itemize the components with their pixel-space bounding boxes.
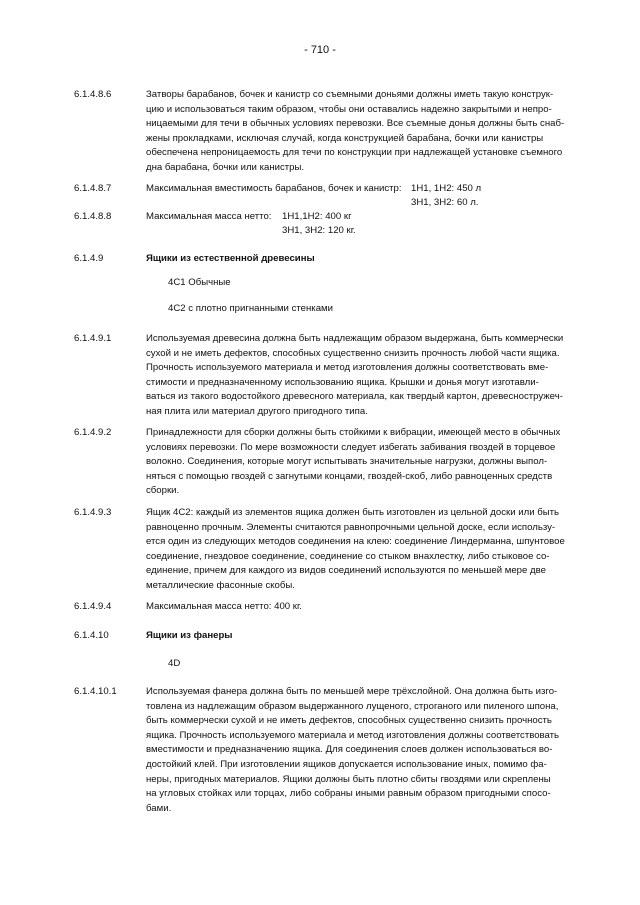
paragraph-number: 6.1.4.9.1	[74, 333, 112, 344]
text-line: металлические фасонные скобы.	[146, 579, 295, 591]
box-type-4c1: 4C1 Обычные	[168, 277, 231, 288]
text-line: ная плита или материал другого пригодного типа.	[146, 405, 368, 417]
text-line: дна барабана, бочки или канистры.	[146, 161, 305, 173]
paragraph-text	[146, 685, 568, 816]
text-line: стимости и предназначенному использованию ящика. Крышки и донья могут изготавли-	[146, 376, 539, 388]
text-line: Ящик 4C2: каждый из элементов ящика должен быть изготовлен из цельной доски или быть	[146, 507, 560, 518]
text-line: цию и использоваться таким образом, чтобы они оставались надежно закрытыми и непро-	[146, 103, 552, 115]
mass-value-1: 1H1,1H2: 400 кг	[282, 211, 352, 222]
text-line: единение, причем для каждого из видов соединений используются по меньшей мере две	[146, 565, 546, 577]
paragraph-text: Максимальная масса нетто: 400 кг.	[146, 601, 302, 612]
paragraph-text	[146, 426, 568, 499]
text-line: Принадлежности для сборки должны быть стойкими к вибрации, имеющей место в обычных	[146, 427, 561, 438]
text-line: сборки.	[146, 485, 180, 497]
section-number: 6.1.4.10	[74, 630, 109, 641]
text-line: жены прокладками, исключая случай, когда конструкцией барабана, бочки или канистры	[146, 132, 544, 144]
paragraph-text	[146, 88, 568, 176]
text-line: Затворы барабанов, бочек и канистр со съемными доньями должны иметь такую конструк-	[146, 89, 554, 100]
text-line: достойкий клей. При изготовлении ящиков допускается использование иных, помимо фа-	[146, 758, 547, 770]
page-number: - 710 -	[304, 44, 336, 56]
text-line: товлена из надлежащим образом выдержанного лущеного, строганого или пиленого шпона,	[146, 700, 559, 712]
paragraph-number: 6.1.4.9.4	[74, 601, 112, 612]
paragraph-number: 6.1.4.8.8	[74, 211, 112, 222]
text-line: равноценно прочным. Элементы считаются равнопрочными цельной доске, если использу-	[146, 521, 556, 533]
text-line: обеспечена непроницаемость для течи по конструкции при надлежащей установке съемного	[146, 147, 563, 159]
section-title: Ящики из фанеры	[146, 630, 233, 641]
box-type-4c2: 4C2 с плотно пригнанными стенками	[168, 303, 333, 314]
text-line: бами.	[146, 802, 172, 814]
text-line: волокно. Соединения, которые могут испытывать значительные нагрузки, должны выпол-	[146, 456, 548, 468]
text-line: ящика. Прочность используемого материала и метод изготовления должны соответствовать	[146, 729, 560, 741]
text-line: Используемая древесина должна быть надлежащим образом выдержана, быть коммерчески	[146, 333, 564, 344]
capacity-label: Максимальная вместимость барабанов, бочек и канистр:	[146, 183, 402, 194]
mass-label: Максимальная масса нетто:	[146, 211, 272, 222]
paragraph-number: 6.1.4.10.1	[74, 686, 117, 697]
paragraph-number: 6.1.4.9.3	[74, 507, 112, 518]
text-line: Используемая фанера должна быть по меньшей мере трёхслойной. Она должна быть изго-	[146, 686, 558, 697]
capacity-value-1: 1H1, 1H2: 450 л	[411, 183, 482, 194]
text-line: ется один из следующих методов соединения на клею: соединение Линдерманна, шпунтовое	[146, 536, 565, 548]
section-number: 6.1.4.9	[74, 253, 104, 264]
paragraph-number: 6.1.4.9.2	[74, 427, 112, 438]
mass-value-2: 3H1, 3H2: 120 кг.	[282, 225, 356, 236]
text-line: быть коммерчески сухой и не иметь дефектов, способных существенно снизить прочность	[146, 715, 552, 727]
paragraph-number: 6.1.4.8.7	[74, 183, 112, 194]
section-title: Ящики из естественной древесины	[146, 253, 315, 264]
paragraph-number: 6.1.4.8.6	[74, 89, 112, 100]
text-line: ницаемыми для течи в обычных условиях перевозки. Все съемные донья должны быть снаб-	[146, 118, 565, 130]
text-line: Прочность используемого материала и метод изготовления должны соответствовать вме-	[146, 362, 549, 374]
text-line: вместимости и предназначению ящика. Для соединения слоев должен использоваться во-	[146, 744, 553, 756]
text-line: сухой и не иметь дефектов, способных существенно снизить прочность любой части ящика.	[146, 347, 560, 359]
text-line: на угловых стойках или торцах, либо собраны иными равным образом пригодными спосо-	[146, 788, 551, 800]
paragraph-text	[146, 506, 568, 594]
box-type-4d: 4D	[168, 658, 181, 669]
text-line: условиях перевозки. По мере возможности следует избегать забивания гвоздей в торцевое	[146, 441, 556, 453]
text-line: соединение, гнездовое соединение, соединение со стыком внахлестку, либо стыковое со-	[146, 550, 550, 562]
paragraph-text	[146, 332, 568, 420]
capacity-value-2: 3H1, 3H2: 60 л.	[411, 197, 479, 208]
text-line: неры, пригодных материалов. Ящики должны быть плотно сбиты гвоздями или скреплены	[146, 773, 551, 785]
text-line: няться с помощью гвоздей с загнутыми концами, гвоздей-скоб, либо равноценных средств	[146, 470, 553, 482]
text-line: ваться из такого водостойкого древесного материала, как твердый картон, древесностружеч-	[146, 391, 563, 403]
